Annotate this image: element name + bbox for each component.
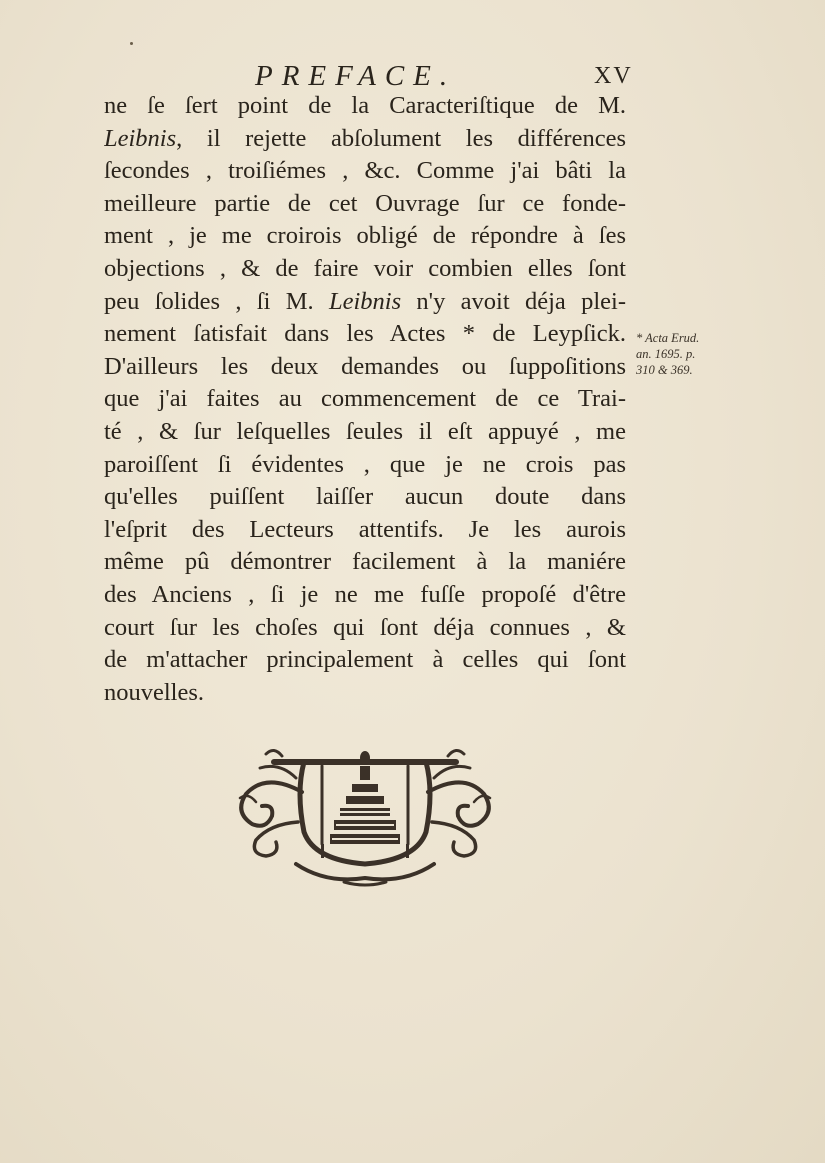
ink-speck xyxy=(130,42,133,45)
text-line: qu'elles puiſſent laiſſer aucun doute dans xyxy=(104,483,626,511)
margin-note-line: an. 1695. p. xyxy=(636,347,696,361)
text-line: des Anciens , ſi je ne me fuſſe propoſé d'être xyxy=(104,580,626,608)
text-line: de m'attacher principalement à celles qui ſont xyxy=(104,646,626,674)
text-line: meilleure partie de cet Ouvrage ſur ce fonde- xyxy=(104,189,626,217)
text-line: Leibnis, il rejette abſolument les différences xyxy=(104,124,626,152)
text-line: l'eſprit des Lecteurs attentifs. Je les aurois xyxy=(104,515,626,543)
page-number: XV xyxy=(594,63,633,89)
running-title: PREFACE. xyxy=(255,60,457,92)
margin-note-line: 310 & 369. xyxy=(636,363,693,377)
body-text xyxy=(104,90,626,709)
text-line: nouvelles. xyxy=(104,678,205,706)
text-line: D'ailleurs les deux demandes ou ſuppoſitions xyxy=(104,352,626,380)
text-line: même pû démontrer facilement à la maniére xyxy=(104,548,626,576)
text-line: nement ſatisfait dans les Actes * de Leypſick. xyxy=(104,320,626,348)
text-line: objections , & de faire voir combien elles ſont xyxy=(104,254,626,282)
text-line: ne ſe ſert point de la Caracteriſtique de M. xyxy=(104,92,626,119)
margin-note-line: * Acta Erud. xyxy=(636,331,700,345)
margin-note xyxy=(636,330,746,378)
text-line: paroiſſent ſi évidentes , que je ne crois pas xyxy=(104,450,626,478)
vignette-ornament-icon xyxy=(226,732,504,888)
text-line: té , & ſur leſquelles ſeules il eſt appuyé , me xyxy=(104,417,626,445)
text-line: ment , je me croirois obligé de répondre à ſes xyxy=(104,222,626,250)
text-line: ſecondes , troiſiémes , &c. Comme j'ai bâti la xyxy=(104,157,626,185)
text-line: que j'ai faites au commencement de ce Trai- xyxy=(104,385,626,413)
text-line: peu ſolides , ſi M. Leibnis n'y avoit déja plei- xyxy=(104,287,626,315)
running-head xyxy=(0,58,825,94)
text-line: court ſur les choſes qui ſont déja connues , & xyxy=(104,613,626,641)
